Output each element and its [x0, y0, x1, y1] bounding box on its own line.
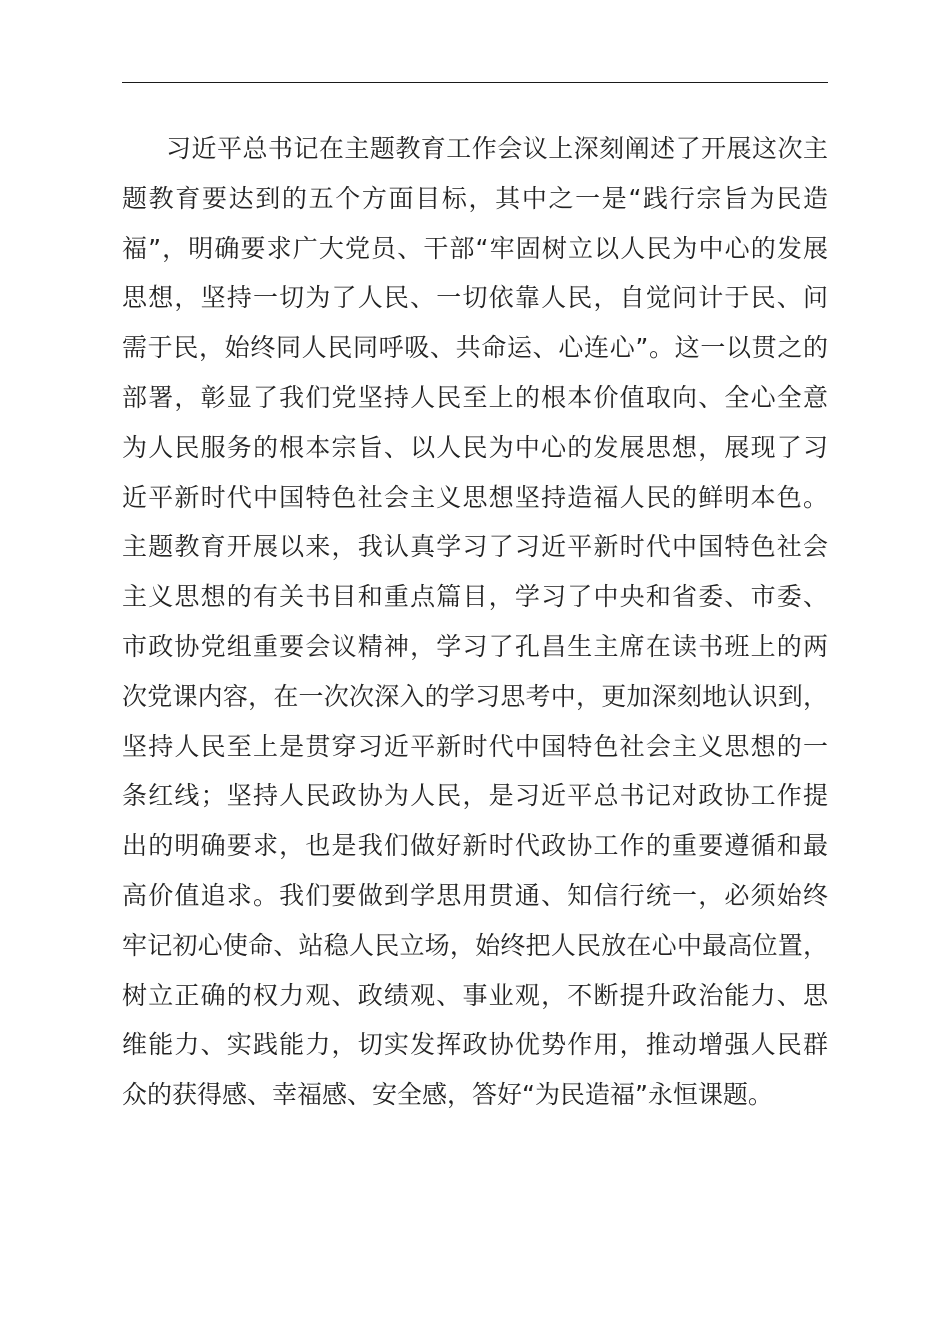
- paragraph-line: 坚持人民至上是贯穿习近平新时代中国特色社会主义思想的一: [122, 731, 828, 761]
- paragraph-line: 市政协党组重要会议精神，学习了孔昌生主席在读书班上的两: [122, 631, 828, 661]
- paragraph-line: 题教育要达到的五个方面目标，其中之一是“践行宗旨为民造: [122, 183, 828, 213]
- paragraph-line: 众的获得感、幸福感、安全感，答好“为民造福”永恒课题。: [122, 1080, 773, 1110]
- header-rule: [122, 82, 828, 83]
- paragraph-line: 牢记初心使命、站稳人民立场，始终把人民放在心中最高位置，: [122, 930, 828, 960]
- paragraph-line: 为人民服务的根本宗旨、以人民为中心的发展思想，展现了习: [122, 432, 828, 462]
- paragraph-line: 树立正确的权力观、政绩观、事业观，不断提升政治能力、思: [122, 980, 828, 1010]
- paragraph-line: 条红线；坚持人民政协为人民，是习近平总书记对政协工作提: [122, 781, 828, 811]
- paragraph-line: 主题教育开展以来，我认真学习了习近平新时代中国特色社会: [122, 532, 828, 562]
- paragraph-line: 近平新时代中国特色社会主义思想坚持造福人民的鲜明本色。: [122, 482, 828, 512]
- paragraph-line: 主义思想的有关书目和重点篇目，学习了中央和省委、市委、: [122, 582, 828, 612]
- body-paragraph: [122, 124, 828, 1120]
- paragraph-line: 思想，坚持一切为了人民、一切依靠人民，自觉问计于民、问: [122, 283, 828, 313]
- paragraph-line: 次党课内容，在一次次深入的学习思考中，更加深刻地认识到，: [122, 681, 828, 711]
- paragraph-line: 部署，彰显了我们党坚持人民至上的根本价值取向、全心全意: [122, 382, 828, 412]
- paragraph-line: 需于民，始终同人民同呼吸、共命运、心连心”。这一以贯之的: [122, 333, 828, 363]
- paragraph-line: 福”，明确要求广大党员、干部“牢固树立以人民为中心的发展: [122, 233, 828, 263]
- paragraph-line: 高价值追求。我们要做到学思用贯通、知信行统一，必须始终: [122, 880, 828, 910]
- paragraph-line: 习近平总书记在主题教育工作会议上深刻阐述了开展这次主: [166, 134, 828, 163]
- paragraph-line: 维能力、实践能力，切实发挥政协优势作用，推动增强人民群: [122, 1030, 828, 1060]
- paragraph-line: 出的明确要求，也是我们做好新时代政协工作的重要遵循和最: [122, 831, 828, 861]
